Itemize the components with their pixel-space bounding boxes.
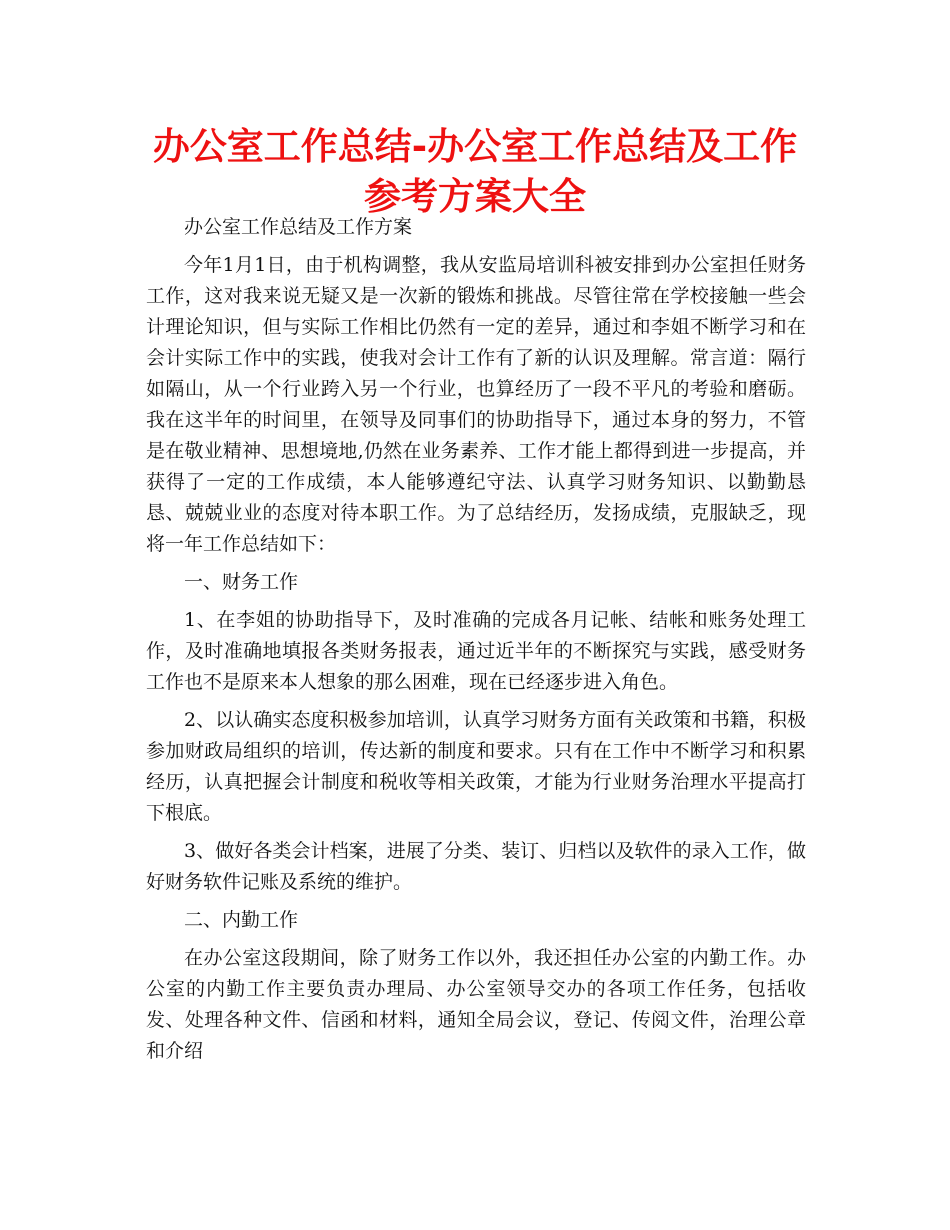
document-body <box>146 212 806 1067</box>
finance-item-1: 1、在李姐的协助指导下，及时准确的完成各月记帐、结帐和账务处理工作，及时准确地填报各类财务报表，通过近半年的不断探究与实践，感受财务工作也不是原来本人想象的那么困难，现在已经逐步进入角色。 <box>146 609 806 693</box>
intro-paragraph: 今年1月1日，由于机构调整，我从安监局培训科被安排到办公室担任财务工作，这对我来说无疑又是一次新的锻炼和挑战。尽管往常在学校接触一些会计理论知识，但与实际工作相比仍然有一定的差异，通过和李姐不断学习和在会计实际工作中的实践，使我对会计工作有了新的认识及理解。常言道：隔行如隔山，从一个行业跨入另一个行业，也算经历了一段不平凡的考验和磨砺。我在这半年的时间里，在领导及同事们的协助指导下，通过本身的努力，不管是在敬业精神、思想境地,仍然在业务素养、工作才能上都得到进一步提高，并获得了一定的工作成绩，本人能够遵纪守法、认真学习财务知识、以勤勤恳恳、兢兢业业的态度对待本职工作。为了总结经历，发扬成绩，克服缺乏，现将一年工作总结如下： <box>146 254 806 555</box>
finance-item-3: 3、做好各类会计档案，进展了分类、装订、归档以及软件的录入工作，做好财务软件记账及系统的维护。 <box>146 840 806 893</box>
document-title: 办公室工作总结-办公室工作总结及工作参考方案大全 <box>152 125 798 218</box>
office-paragraph: 在办公室这段期间，除了财务工作以外，我还担任办公室的内勤工作。办公室的内勤工作主要负责办理局、办公室领导交办的各项工作任务，包括收发、处理各种文件、信函和材料，通知全局会议，登记、传阅文件，治理公章和介绍 <box>146 947 806 1062</box>
subtitle-paragraph: 办公室工作总结及工作方案 <box>184 216 413 238</box>
finance-item-2: 2、以认确实态度积极参加培训，认真学习财务方面有关政策和书籍，积极参加财政局组织的培训，传达新的制度和要求。只有在工作中不断学习和积累经历，认真把握会计制度和税收等相关政策，才能为行业财务治理水平提高打下根底。 <box>146 709 806 824</box>
section-heading-office: 二、内勤工作 <box>184 909 299 931</box>
section-heading-finance: 一、财务工作 <box>184 571 299 593</box>
